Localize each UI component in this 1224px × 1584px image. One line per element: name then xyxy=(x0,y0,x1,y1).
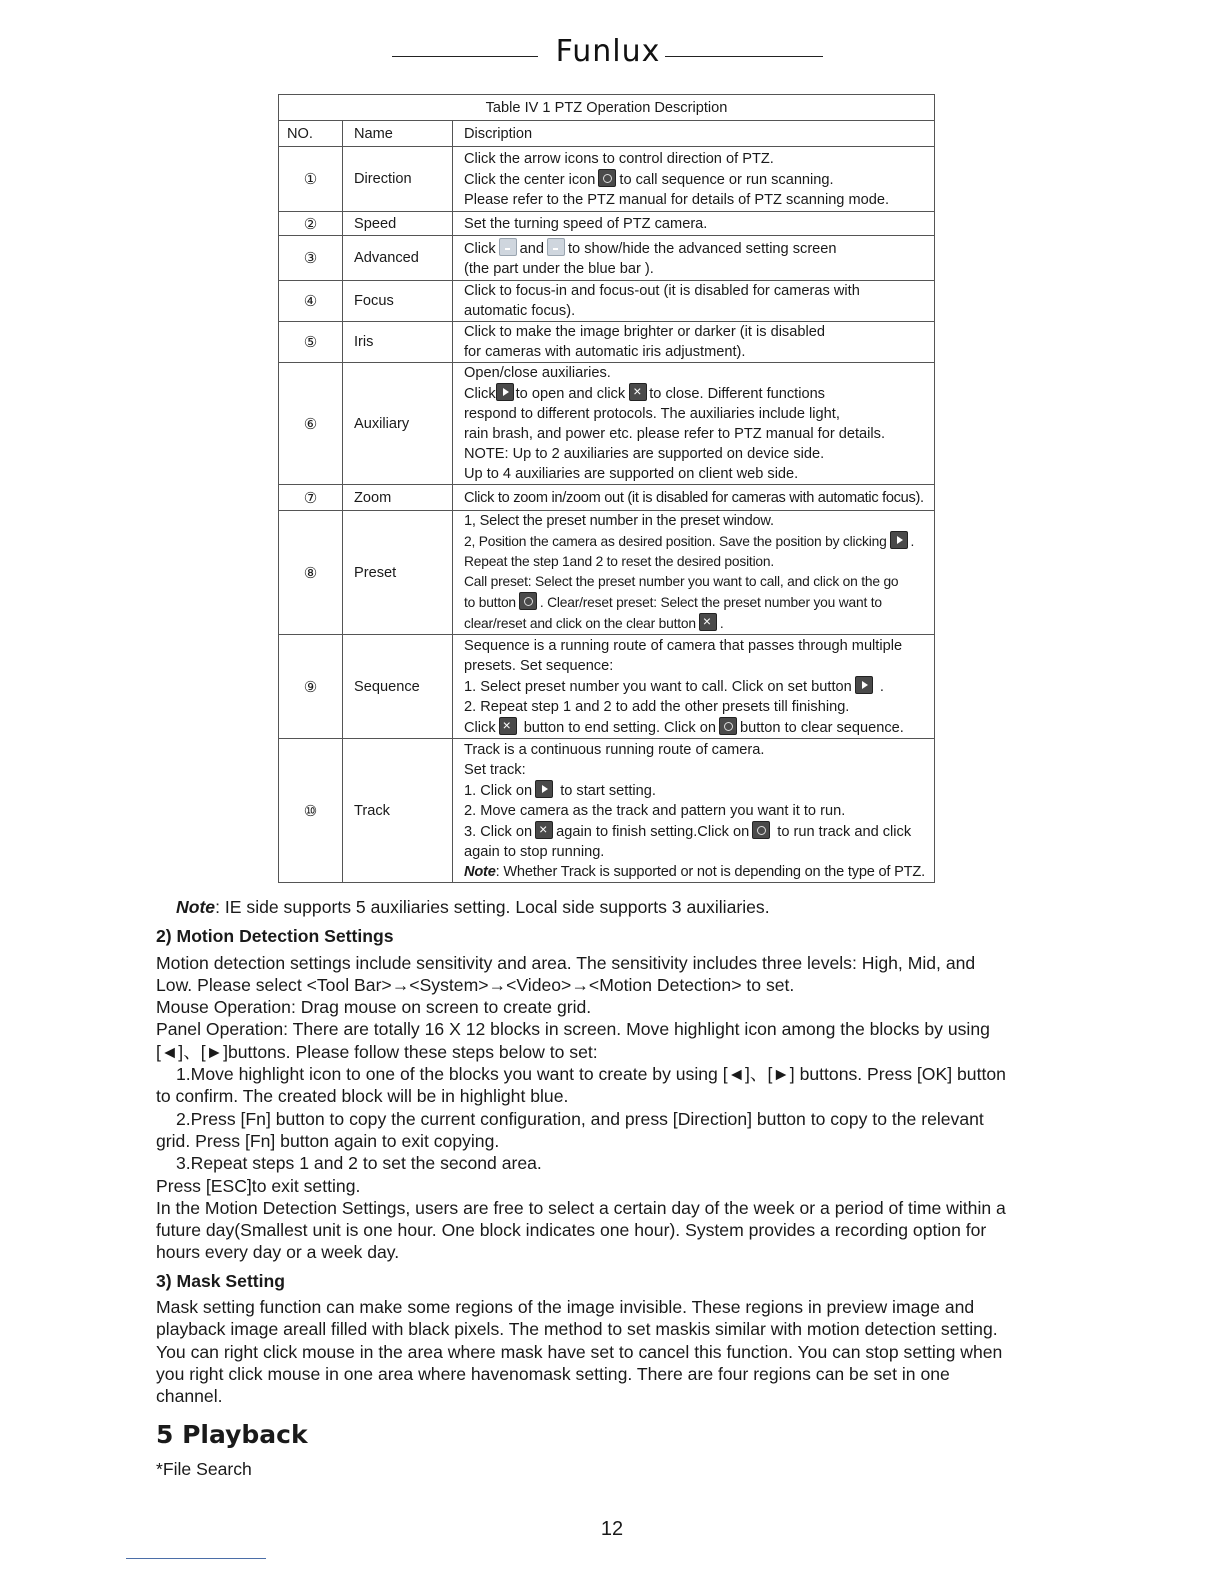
col-header-name: Name xyxy=(343,121,453,147)
playback-heading: 5 Playback xyxy=(156,1419,308,1449)
start-track-icon xyxy=(535,780,553,798)
col-header-no: NO. xyxy=(279,121,343,147)
row-name: Speed xyxy=(343,212,453,236)
row-number: ② xyxy=(279,212,343,236)
row-number: ① xyxy=(279,147,343,212)
row-description: Click to zoom in/zoom out (it is disabled for cameras with automatic focus). xyxy=(453,485,935,511)
row-description: 1, Select the preset number in the preset window. 2, Position the camera as desired position. Save the position by clicking . Repeat the step 1and 2 to reset the desired position. Call preset: Select the preset number you want to call, and click on the go to button . Clear/reset preset: Select the preset number you want to clear/reset and click on the clear button× . xyxy=(453,511,935,635)
row-number: ⑩ xyxy=(279,739,343,883)
table-caption: Table IV 1 PTZ Operation Description xyxy=(279,95,935,121)
row-description: Click the arrow icons to control direction of PTZ. Click the center icon to call sequence or run scanning. Please refer to the PTZ manual for details of PTZ scanning mode. xyxy=(453,147,935,212)
finish-x-icon xyxy=(535,821,553,839)
page-header xyxy=(0,34,1224,74)
row-name: Track xyxy=(343,739,453,883)
expand-down-icon xyxy=(499,238,517,256)
row-number: ④ xyxy=(279,281,343,322)
note-paragraph: Note: IE side supports 5 auxiliaries setting. Local side supports 3 auxiliaries. xyxy=(176,897,770,917)
table-row-advanced xyxy=(279,236,935,281)
footer-rule xyxy=(126,1558,266,1559)
collapse-up-icon xyxy=(547,238,565,256)
table-header-row xyxy=(279,121,935,147)
run-track-icon xyxy=(752,821,770,839)
end-x-icon xyxy=(499,717,517,735)
row-name: Zoom xyxy=(343,485,453,511)
table-row-iris xyxy=(279,322,935,363)
mask-heading: 3) Mask Setting xyxy=(156,1270,286,1291)
page-number: 12 xyxy=(600,1518,624,1540)
motion-heading: 2) Motion Detection Settings xyxy=(156,926,394,947)
row-description: Open/close auxiliaries. Click to open and click × to close. Different functions respond to different protocols. The auxiliaries include light, rain brash, and power etc. please refer to PTZ manual for details. NOTE: Up to 2 auxiliaries are supported on device side. Up to 4 auxiliaries are supported on client web side. xyxy=(453,363,935,485)
body-text: Note: IE side supports 5 auxiliaries setting. Local side supports 3 auxiliaries. 2) Motion Detection Settings Motion detection settings include sensitivity and area. The sensitivity includes three levels: High, Mid, and Low. Please select <Tool Bar>→<System>→<Video>→<Motion Detection> to set. Mouse Operation: Drag mouse on screen to create grid. Panel Operation: There are totally 16 X 12 blocks in screen. Move highlight icon among the blocks by using [◄]、[►]buttons. Please follow these steps below to set: 1.Move highlight icon to one of the blocks you want to create by using [◄]、[►] buttons. Press [OK] button to confirm. The created block will be in highlight blue. 2.Press [Fn] button to copy the current configuration, and press [Direction] button to copy to the relevant grid. Press [Fn] button again to exit copying. 3.Repeat steps 1 and 2 to set the second area. Press [ESC]to exit setting. In the Motion Detection Settings, users are free to select a certain day of the week or a period of time within a future day(Smallest unit is one hour. One block indicates one hour). System provides a recording option for hours every day or a week day. 3) Mask Setting Mask setting function can make some regions of the image invisible. These regions in preview image and playback image areall filled with black pixels. The method to set maskis similar with motion detection setting. You can right click mouse in the area where mask have set to cancel this function. You can stop setting when you right click mouse in one area where havenomask setting. There are four regions can be set in one channel. 5 Playback *File Search xyxy=(156,896,1076,1480)
row-number: ③ xyxy=(279,236,343,281)
close-x-icon xyxy=(629,383,647,401)
center-scan-icon xyxy=(598,169,616,187)
row-number: ⑦ xyxy=(279,485,343,511)
row-name: Advanced xyxy=(343,236,453,281)
open-play-icon xyxy=(496,383,514,401)
row-number: ⑨ xyxy=(279,635,343,739)
row-name: Preset xyxy=(343,511,453,635)
row-description: Click to make the image brighter or darker (it is disabled for cameras with automatic iris adjustment). xyxy=(453,322,935,363)
table-row-speed xyxy=(279,212,935,236)
row-name: Iris xyxy=(343,322,453,363)
header-rule-right xyxy=(665,56,823,57)
save-play-icon xyxy=(890,531,908,549)
ptz-operation-table xyxy=(278,94,935,883)
row-description: Click to focus-in and focus-out (it is disabled for cameras with automatic focus). xyxy=(453,281,935,322)
row-name: Sequence xyxy=(343,635,453,739)
table-row-focus xyxy=(279,281,935,322)
clear-sequence-icon xyxy=(719,717,737,735)
table-row-preset xyxy=(279,511,935,635)
row-description: Sequence is a running route of camera that passes through multiple presets. Set sequence: 1. Select preset number you want to call. Click on set button . 2. Repeat step 1 and 2 to add the other presets till finishing. Click× button to end setting. Click on button to clear sequence. xyxy=(453,635,935,739)
row-number: ⑧ xyxy=(279,511,343,635)
row-description: Click and to show/hide the advanced setting screen (the part under the blue bar ). xyxy=(453,236,935,281)
row-name: Focus xyxy=(343,281,453,322)
table-row-direction xyxy=(279,147,935,212)
row-number: ⑥ xyxy=(279,363,343,485)
table-row-track xyxy=(279,739,935,883)
col-header-description: Discription xyxy=(453,121,935,147)
brand-logo: Funlux xyxy=(555,34,661,69)
table-row-auxiliary xyxy=(279,363,935,485)
table-row-zoom xyxy=(279,485,935,511)
row-name: Direction xyxy=(343,147,453,212)
row-number: ⑤ xyxy=(279,322,343,363)
go-to-icon xyxy=(519,592,537,610)
file-search-label: *File Search xyxy=(156,1458,252,1479)
row-description: Set the turning speed of PTZ camera. xyxy=(453,212,935,236)
table-row-sequence xyxy=(279,635,935,739)
row-description: Track is a continuous running route of camera. Set track: 1. Click on to start setting. 2. Move camera as the track and pattern you want it to run. 3. Click on× again to finish setting.Click on to run track and click again to stop running. Note: Whether Track is supported or not is depending on the type of PTZ. xyxy=(453,739,935,883)
clear-x-icon xyxy=(699,613,717,631)
set-play-icon xyxy=(855,676,873,694)
header-rule-left xyxy=(392,56,538,57)
row-name: Auxiliary xyxy=(343,363,453,485)
